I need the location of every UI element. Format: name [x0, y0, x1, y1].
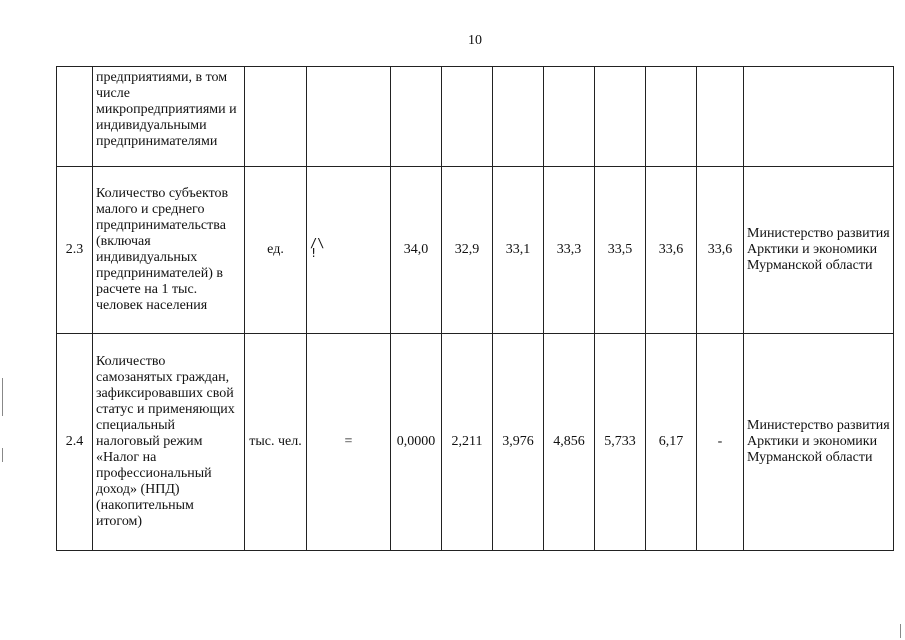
value-cell: 34,0: [391, 167, 442, 334]
value-cell: 5,733: [595, 334, 646, 551]
value-cell: [493, 67, 544, 167]
table-row: [57, 334, 894, 551]
value-cell: [391, 67, 442, 167]
unit-cell: тыс. чел.: [245, 334, 307, 551]
value-cell: [646, 67, 697, 167]
unit-cell: ед.: [245, 167, 307, 334]
value-cell: [697, 67, 744, 167]
value-cell: 4,856: [544, 334, 595, 551]
indicator-name: предприятиями, в том числе микропредприятиями и индивидуальными предпринимателями: [93, 67, 245, 167]
responsible-cell: Министерство развития Арктики и экономики Мурманской области: [744, 334, 894, 551]
value-cell: [544, 67, 595, 167]
page-number: 10: [468, 33, 482, 48]
value-cell: 33,6: [697, 167, 744, 334]
value-cell: 33,3: [544, 167, 595, 334]
unit-cell: [245, 67, 307, 167]
value-cell: [442, 67, 493, 167]
indicators-table: [56, 66, 894, 551]
value-cell: 0,0000: [391, 334, 442, 551]
value-cell: -: [697, 334, 744, 551]
table-row: [57, 67, 894, 167]
value-cell: 33,6: [646, 167, 697, 334]
value-cell: 32,9: [442, 167, 493, 334]
table-row: [57, 167, 894, 334]
value-cell: 3,976: [493, 334, 544, 551]
scan-edge-mark: [2, 448, 3, 462]
indicator-name: Количество субъектов малого и среднего предпринимательства (включая индивидуальных предпринимателей) в расчете на 1 тыс. человек населения: [93, 167, 245, 334]
base-cell: [307, 67, 391, 167]
scan-edge-mark: [900, 624, 901, 638]
value-cell: 2,211: [442, 334, 493, 551]
value-cell: 33,5: [595, 167, 646, 334]
row-number: 2.3: [57, 167, 93, 334]
base-mark: /\ !: [310, 236, 325, 260]
row-number: 2.4: [57, 334, 93, 551]
value-cell: 33,1: [493, 167, 544, 334]
responsible-cell: Министерство развития Арктики и экономики Мурманской области: [744, 167, 894, 334]
value-cell: [595, 67, 646, 167]
base-cell: [307, 167, 391, 334]
scan-edge-mark: [2, 378, 3, 416]
value-cell: 6,17: [646, 334, 697, 551]
responsible-cell: [744, 67, 894, 167]
row-number: [57, 67, 93, 167]
indicator-name: Количество самозанятых граждан, зафиксировавших свой статус и применяющих специальный налоговый режим «Налог на профессиональный доход» (НПД) (накопительным итогом): [93, 334, 245, 551]
base-cell: =: [307, 334, 391, 551]
